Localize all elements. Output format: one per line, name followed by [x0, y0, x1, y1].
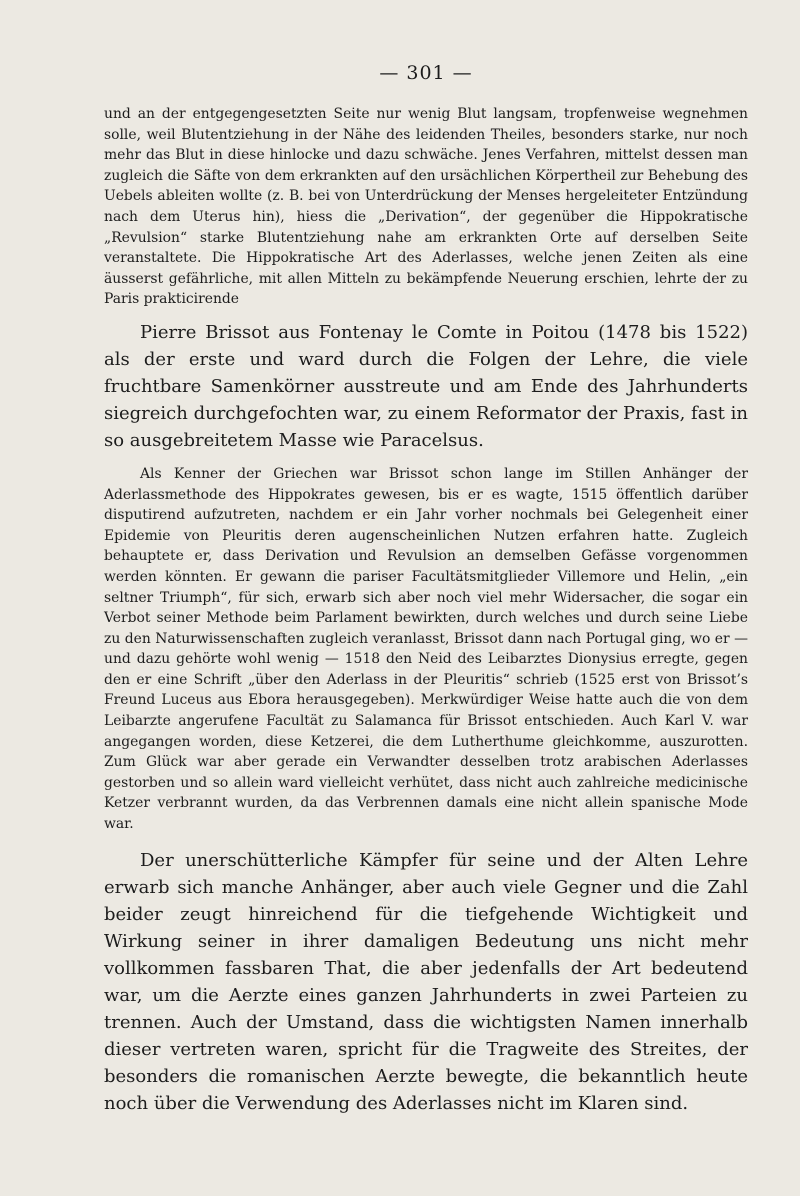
page-number: — 301 —	[379, 62, 473, 84]
paragraph-pierre-brissot: Pierre Brissot aus Fontenay le Comte in Poitou (1478 bis 1522) als der erste und ward durch die Folgen der Lehre, die viele fruchtbare Samenkörner ausstreute und am Ende des Jahrhunderts siegreich durchgefochten war, zu einem Reformator der Praxis, fast in so ausgebreitetem Masse wie Paracelsus.	[104, 321, 748, 451]
paragraph-brissot-legacy: Der unerschütterliche Kämpfer für seine und der Alten Lehre erwarb sich manche Anhänger, aber auch viele Gegner und die Zahl beider zeugt hinreichend für die tiefgehende Wichtigkeit und Wirkung seiner in ihrer damaligen Bedeutung uns nicht mehr vollkommen fassbaren That, die aber jedenfalls der Art bedeutend war, um die Aerzte eines ganzen Jahrhunderts in zwei Parteien zu trennen. Auch der Umstand, dass die wichtigsten Namen innerhalb dieser vertreten waren, spricht für die Tragweite des Streites, der besonders die romanischen Aerzte bewegte, die bekanntlich heute noch über die Verwendung des Aderlasses nicht im Klaren sind.	[104, 849, 748, 1114]
paragraph-brissot-history: Als Kenner der Griechen war Brissot schon lange im Stillen Anhänger der Aderlassmethode des Hippokrates gewesen, bis er es wagte, 1515 öffentlich darüber disputirend aufzutreten, nachdem er ein Jahr vorher nochmals bei Gelegenheit einer Epidemie von Pleuritis deren augenscheinlichen Nutzen erfahren hatte. Zugleich behauptete er, dass Derivation und Revulsion an demselben Gefässe vorgenommen werden könnten. Er gewann die pariser Facultätsmitglieder Villemore und Helin, „ein seltner Triumph“, für sich, erwarb sich aber noch viel mehr Widersacher, die sogar ein Verbot seiner Methode beim Parlament bewirkten, durch welches und durch seine Liebe zu den Naturwissenschaften zugleich veranlasst, Brissot dann nach Portugal ging, wo er — und dazu gehörte wohl wenig — 1518 den Neid des Leibarztes Dionysius erregte, gegen den er eine Schrift „über den Aderlass in der Pleuritis“ schrieb (1525 erst von Brissot’s Freund Luceus aus Ebora herausgegeben). Merkwürdiger Weise hatte auch die von dem Leibarzte angerufene Facultät zu Salamanca für Brissot entschieden. Auch Karl V. war angegangen worden, diese Ketzerei, die dem Lutherthume gleichkomme, auszurotten. Zum Glück war aber gerade ein Verwandter desselben trotz arabischen Aderlasses gestorben und so allein ward vielleicht verhütet, dass nicht auch zahlreiche medicinische Ketzer verbrannt wurden, da das Verbrennen damals eine nicht allein spanische Mode war.	[104, 465, 748, 833]
paragraph-derivation-revulsion: und an der entgegengesetzten Seite nur wenig Blut langsam, tropfenweise wegnehmen solle, weil Blutentziehung in der Nähe des leidenden Theiles, besonders starke, nur noch mehr das Blut in diese hinlocke und dazu schwäche. Jenes Verfahren, mittelst dessen man zugleich die Säfte von dem erkrankten auf den ursächlichen Körpertheil zur Behebung des Uebels ableiten wollte (z. B. bei von Unterdrückung der Menses hergeleiteter Entzündung nach dem Uterus hin), hiess die „Derivation“, der gegenüber die Hippokratische „Revulsion“ starke Blutentziehung nahe am erkrankten Orte auf derselben Seite veranstaltete. Die Hippokratische Art des Aderlasses, welche jenen Zeiten als eine äusserst gefährliche, mit allen Mitteln zu bekämpfende Neuerung erschien, lehrte der zu Paris prakticirende	[104, 106, 748, 308]
